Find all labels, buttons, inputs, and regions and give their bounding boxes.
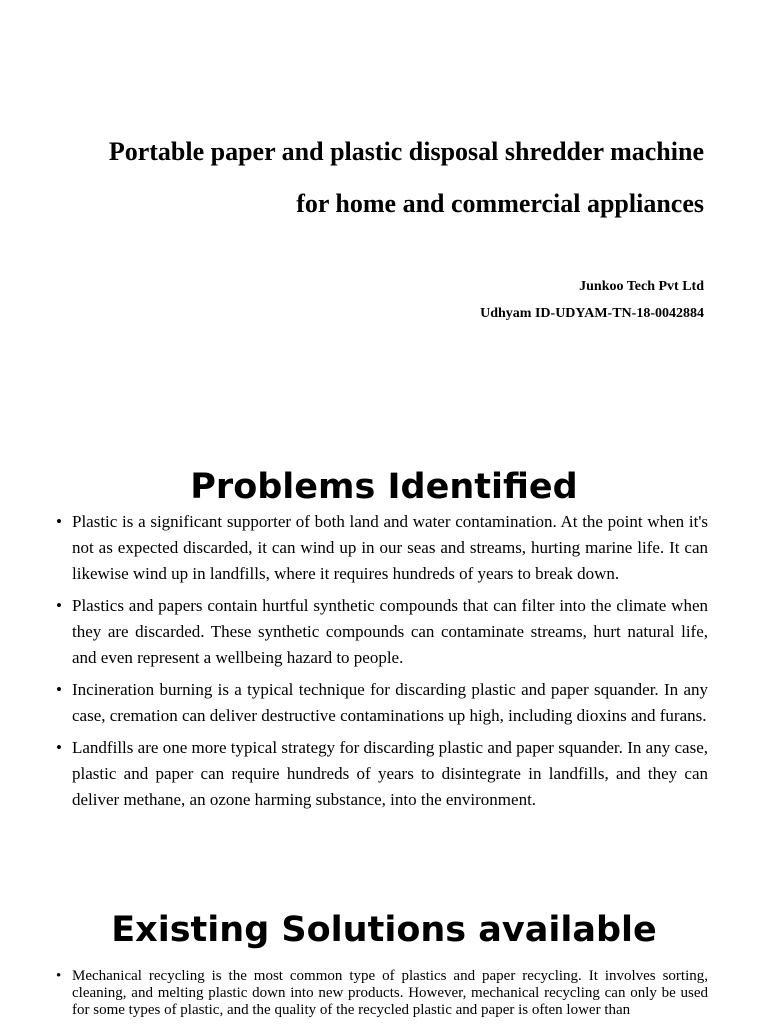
list-item bbox=[56, 677, 708, 729]
existing-solutions-list bbox=[56, 968, 708, 1023]
list-item-text: Incineration burning is a typical technique for discarding plastic and paper squander. In any case, cremation can deliver destructive contaminations up high, including dioxins and furans. bbox=[72, 680, 708, 725]
list-item-text: Plastics and papers contain hurtful synthetic compounds that can filter into the climate when they are discarded. These synthetic compounds can contaminate streams, hurt natural life, and even represent a wellbeing hazard to people. bbox=[72, 596, 708, 667]
bullet-icon: • bbox=[56, 968, 62, 984]
company-name: Junkoo Tech Pvt Ltd bbox=[579, 279, 704, 294]
list-item bbox=[56, 593, 708, 671]
bullet-icon: • bbox=[56, 596, 62, 615]
existing-solutions-heading: Existing Solutions available bbox=[111, 910, 657, 950]
list-item-text: Landfills are one more typical strategy for discarding plastic and paper squander. In any case, plastic and paper can require hundreds of years to disintegrate in landfills, and they can deliver methane, an ozone harming substance, into the environment. bbox=[72, 738, 708, 809]
list-item-text: Mechanical recycling is the most common type of plastics and paper recycling. It involves sorting, cleaning, and melting plastic down into new products. However, mechanical recycling can only be used for some types of plastic, and the quality of the recycled plastic and paper is often lower than bbox=[72, 968, 708, 1018]
list-item bbox=[56, 735, 708, 813]
bullet-icon: • bbox=[56, 680, 62, 699]
title-line-2: for home and commercial appliances bbox=[296, 189, 704, 218]
title-line-1: Portable paper and plastic disposal shredder machine bbox=[108, 137, 704, 166]
list-item bbox=[56, 509, 708, 587]
problems-heading: Problems Identified bbox=[190, 467, 578, 507]
bullet-icon: • bbox=[56, 512, 62, 531]
problems-list bbox=[56, 509, 708, 819]
list-item-text: Plastic is a significant supporter of both land and water contamination. At the point when it's not as expected discarded, it can wind up in our seas and streams, hurting marine life. It can likewise wind up in landfills, where it requires hundreds of years to break down. bbox=[72, 512, 708, 583]
company-info bbox=[480, 273, 704, 327]
bullet-icon: • bbox=[56, 738, 62, 757]
udyam-id: Udhyam ID-UDYAM-TN-18-0042884 bbox=[480, 306, 704, 321]
document-title bbox=[40, 126, 704, 230]
list-item bbox=[56, 968, 708, 1019]
